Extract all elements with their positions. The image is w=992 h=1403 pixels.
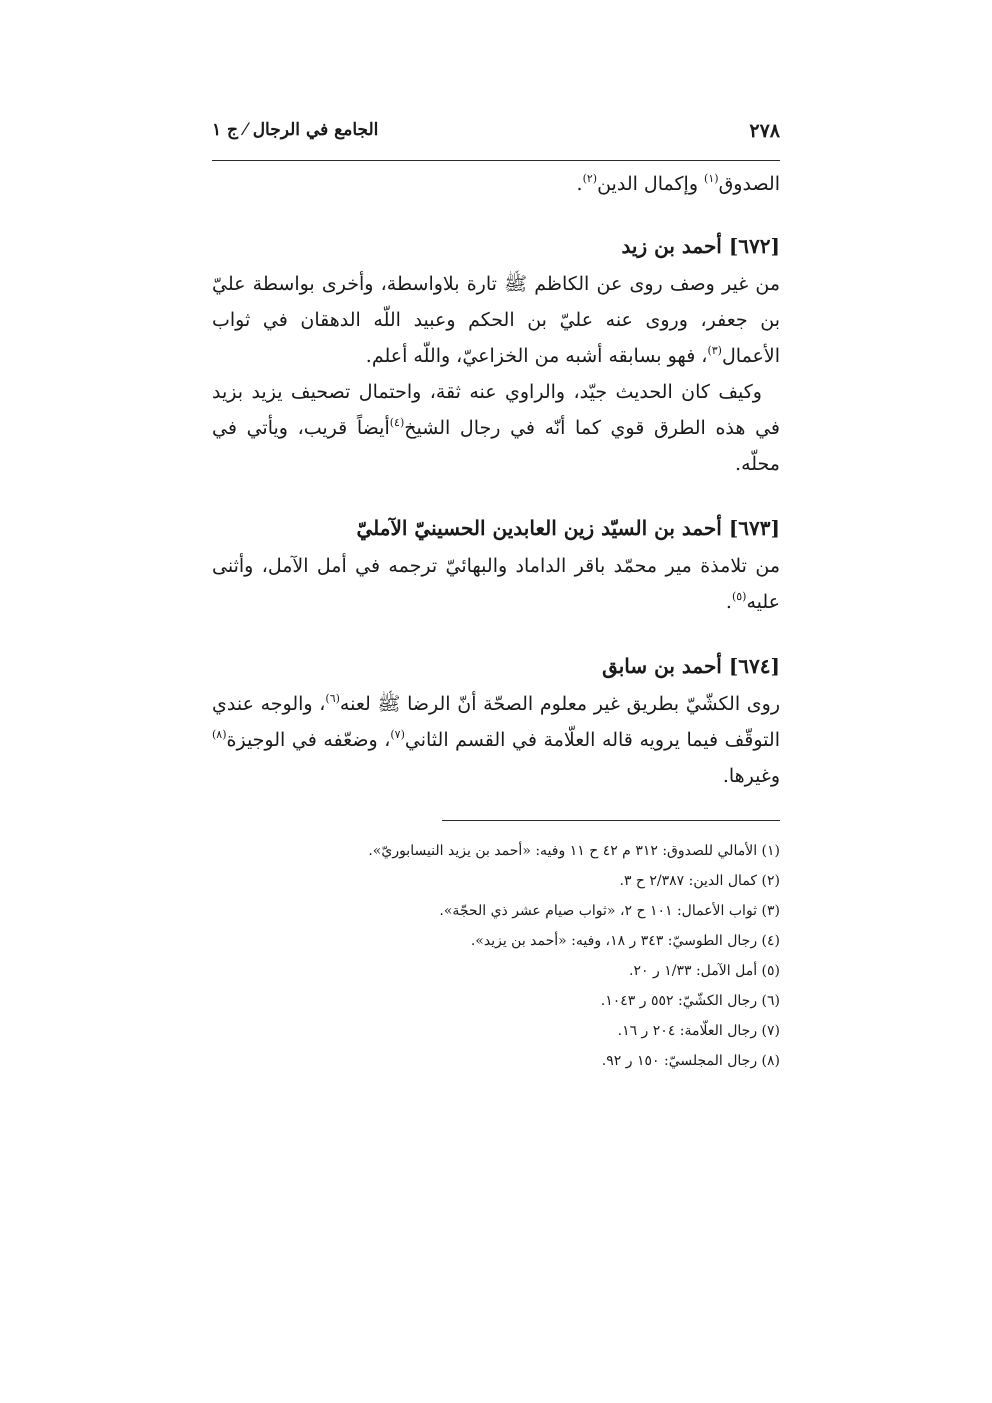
footnote-divider [442, 820, 780, 821]
entry-name: أحمد بن السيّد زين العابدين الحسينيّ الآمليّ [356, 516, 722, 540]
entry-674 [212, 646, 780, 794]
entry-paragraph: من غير وصف روى عن الكاظم ﷺ تارة بلاواسطة، وأخرى بواسطة عليّ بن جعفر، وروى عنه عليّ بن الحكم وعبيد اللّه الدهقان في ثواب الأعمال$^{(٣)}$، فهو بسابقه أشبه من الخزاعيّ، واللّه أعلم. [212, 273, 780, 367]
entry-paragraph: روى الكشّيّ بطريق غير معلوم الصحّة أنّ الرضا ﷺ لعنه$^{(٦)}$، والوجه عندي التوقّف فيما يرويه قاله العلّامة في القسم الثاني$^{(٧)}$، وضعّفه في الوجيزة$^{(٨)}$ وغيرها. [212, 692, 780, 787]
footnote: (٤) رجال الطوسيّ: ٣٤٣ ر ١٨، وفيه: «أحمد بن يزيد». [470, 933, 780, 949]
footnotes-list [212, 836, 780, 1076]
entry-number: [٦٧٤] [728, 654, 780, 678]
continuation-paragraph: الصدوق$^{(١)}$ وإكمال الدين$^{(٢)}$. [576, 172, 780, 195]
footnote: (٥) أمل الآمل: ١/٣٣ ر ٢٠. [629, 963, 780, 979]
entry-paragraph: من تلامذة مير محمّد باقر الداماد والبهائيّ ترجمه في أمل الآمل، وأثنى عليه$^{(٥)}$. [212, 555, 780, 613]
footnote: (٧) رجال العلّامة: ٢٠٤ ر ١٦. [617, 1023, 780, 1039]
running-header [212, 120, 780, 154]
footnote-ref: (٥) [731, 590, 747, 603]
entry-673 [212, 508, 780, 620]
entry-number: [٦٧٣] [728, 516, 780, 540]
footnote: (٨) رجال المجلسيّ: ١٥٠ ر ٩٢. [601, 1053, 780, 1069]
footnote: (٦) رجال الكشّيّ: ٥٥٢ ر ١٠٤٣. [600, 993, 780, 1009]
footnote-ref: (٨) [212, 728, 227, 741]
entry-672 [212, 226, 780, 482]
footnote-ref: (٤) [389, 416, 405, 429]
footnote: (٢) كمال الدين: ٢/٣٨٧ ح ٣. [619, 873, 780, 889]
footnote-ref: (٣) [707, 344, 722, 357]
footnote: (١) الأمالي للصدوق: ٣١٢ م ٤٢ ح ١١ وفيه: «أحمد بن يزيد النيسابوريّ». [368, 843, 780, 859]
footnote-ref: (٧) [390, 728, 405, 741]
book-title: الجامع في الرجال ⁄ ج ١ [212, 120, 379, 140]
entry-number: [٦٧٢] [728, 234, 780, 258]
entry-paragraph: وكيف كان الحديث جيّد، والراوي عنه ثقة، واحتمال تصحيف يزيد بزيد في هذه الطرق قوي كما أنّه في رجال الشيخ$^{(٤)}$أيضاً قريب، ويأتي في محلّه. [212, 381, 780, 475]
footnote-ref: (١) [704, 172, 719, 185]
header-divider [212, 160, 780, 161]
entry-heading [212, 226, 780, 266]
entry-name: أحمد بن زيد [621, 234, 722, 258]
main-text [212, 166, 780, 820]
footnote: (٣) ثواب الأعمال: ١٠١ ح ٢، «ثواب صيام عشر ذي الحجّة». [439, 903, 780, 919]
footnote-ref: (٢) [582, 172, 598, 185]
entry-name: أحمد بن سابق [602, 654, 722, 678]
footnote-ref: (٦) [325, 692, 340, 705]
page-number: ٢٧٨ [749, 120, 780, 142]
entry-heading [212, 646, 780, 686]
entry-heading [212, 508, 780, 548]
